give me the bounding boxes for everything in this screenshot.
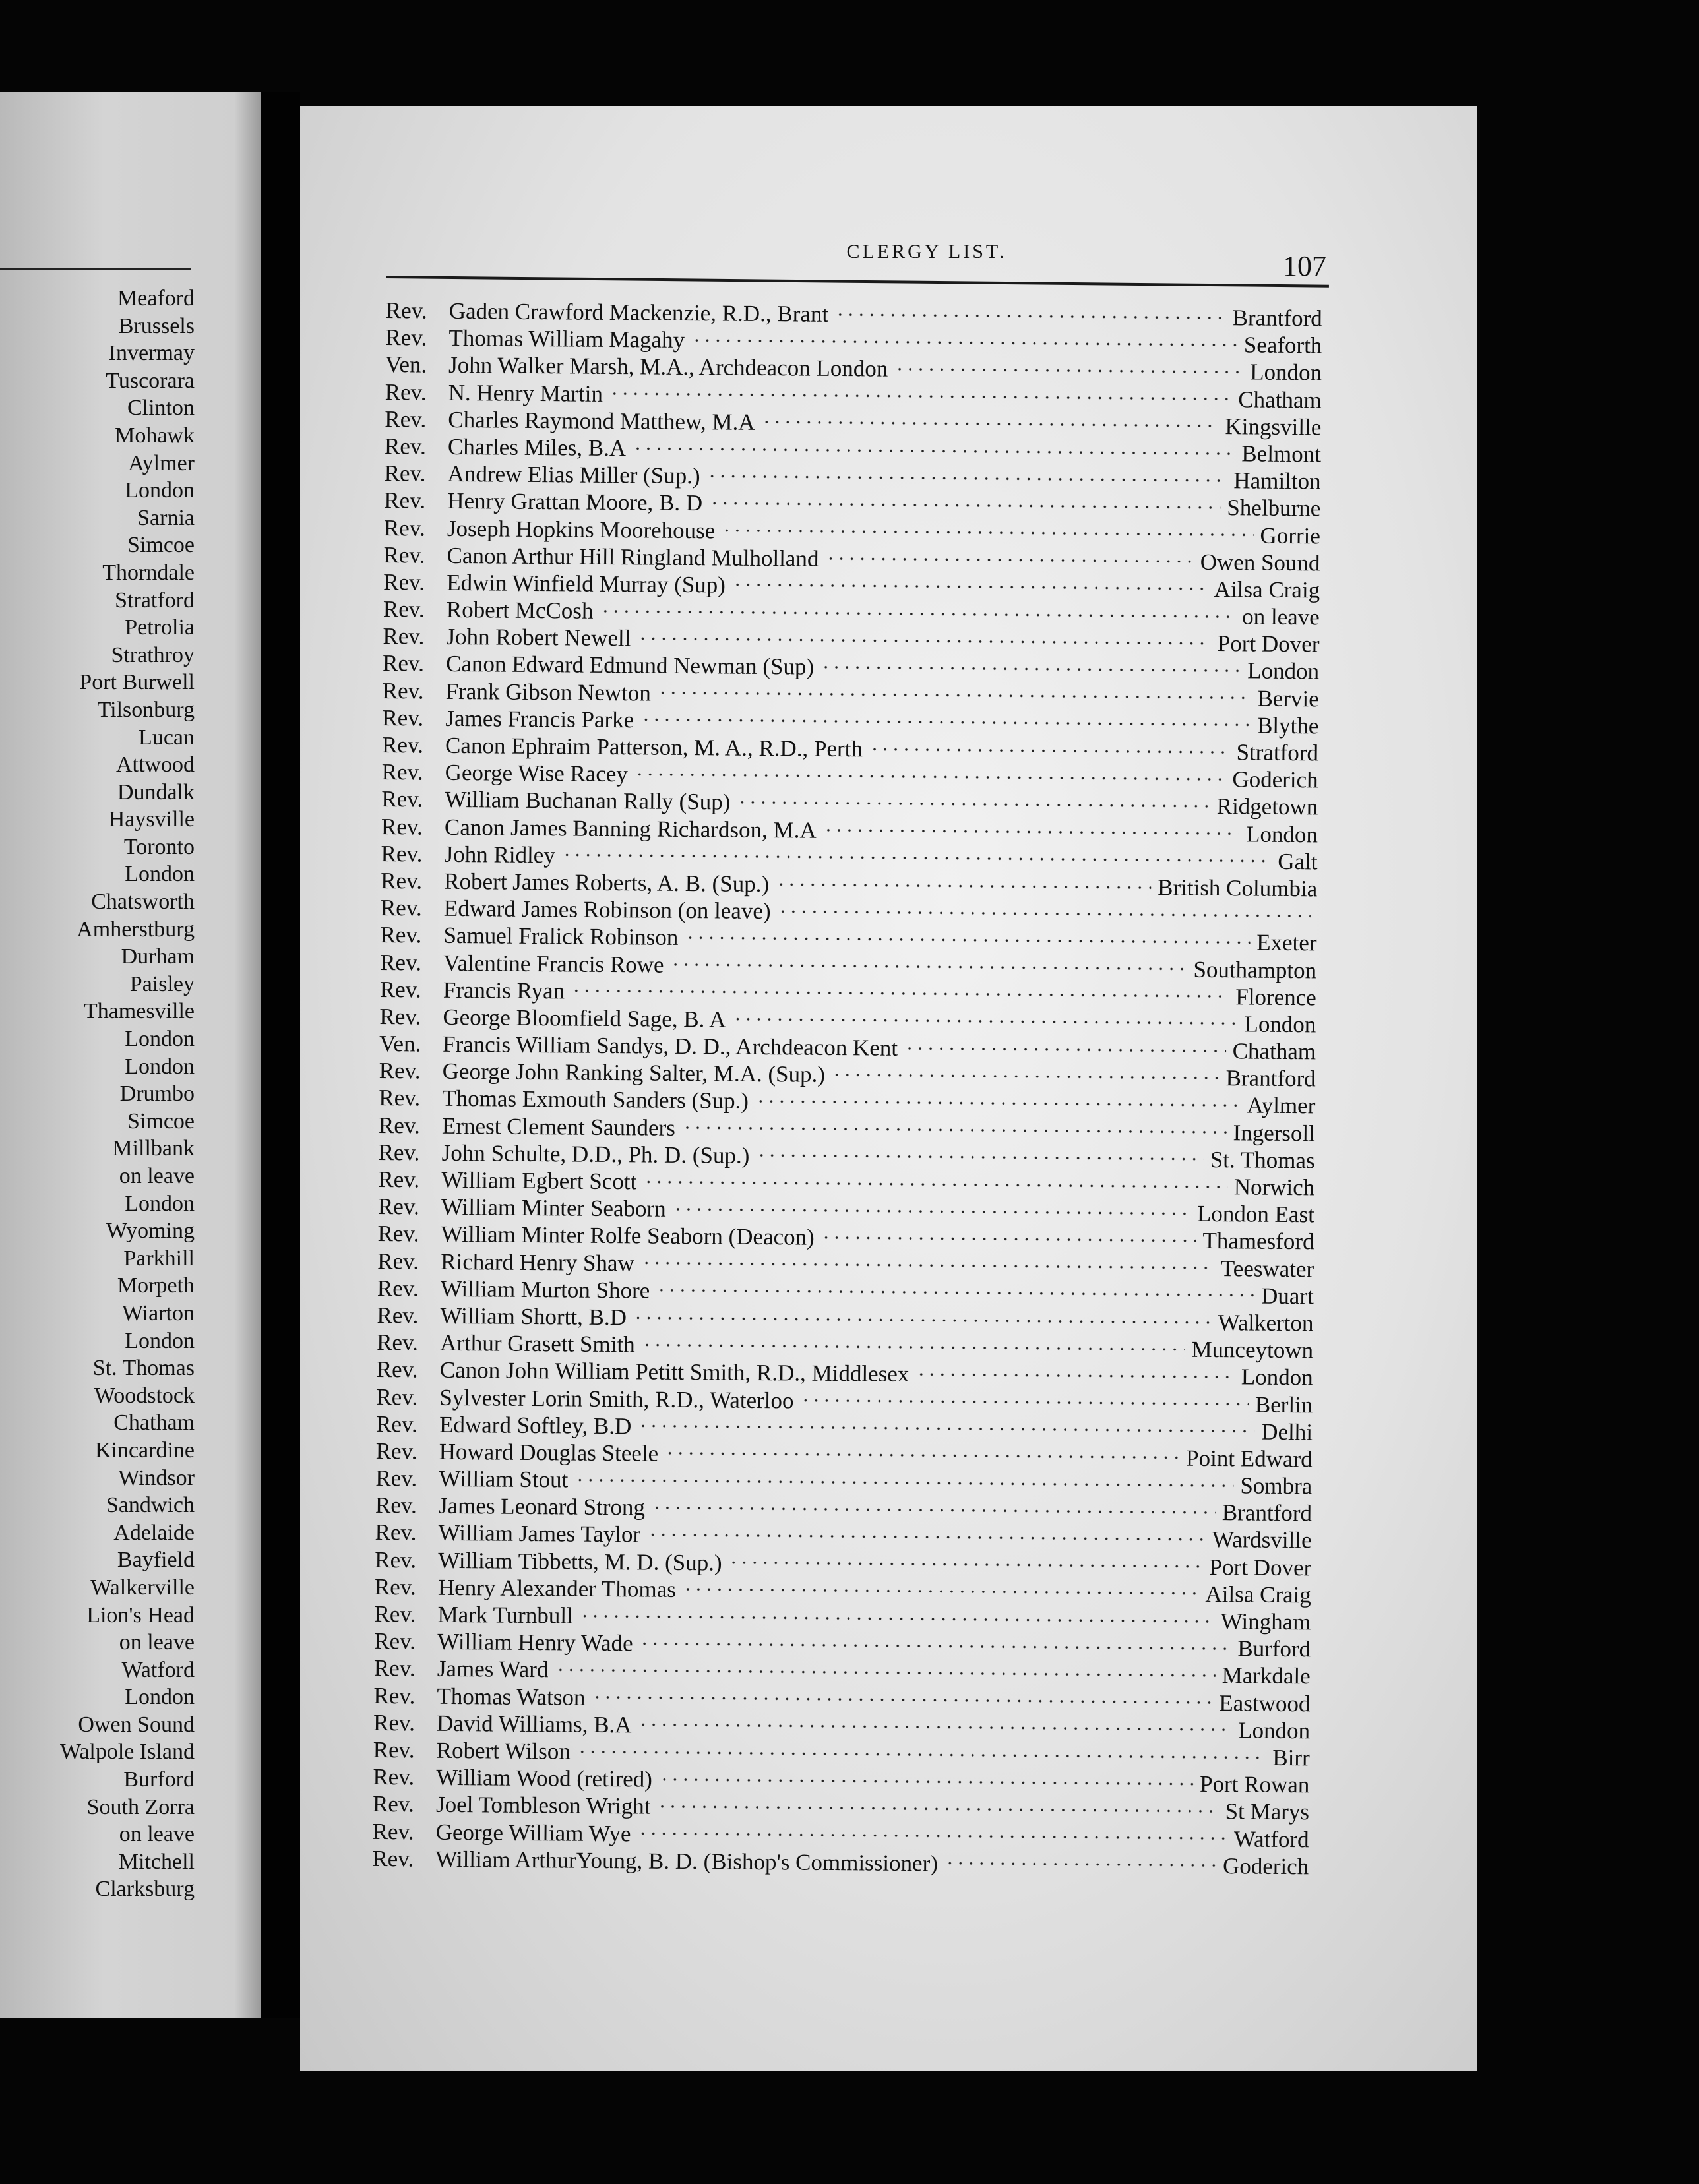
clergy-name: Joel Tombleson Wright xyxy=(435,1792,651,1819)
clergy-name: Gaden Crawford Mackenzie, R.D., Brant xyxy=(448,297,829,327)
left-place-item: Woodstock xyxy=(94,1383,195,1408)
clergy-place: Aylmer xyxy=(1247,1092,1316,1119)
left-place-item: Durham xyxy=(121,944,195,969)
clergy-title: Rev. xyxy=(375,1465,417,1492)
left-place-item: Paisley xyxy=(129,971,195,996)
dot-leader xyxy=(652,1505,1216,1515)
clergy-place: Blythe xyxy=(1256,712,1319,739)
clergy-title: Rev. xyxy=(382,677,424,704)
clergy-name: Robert James Roberts, A. B. (Sup.) xyxy=(444,868,770,897)
clergy-place: St Marys xyxy=(1225,1798,1310,1825)
clergy-name: David Williams, B.A xyxy=(436,1710,632,1738)
clergy-title: Rev. xyxy=(384,460,426,487)
dot-leader xyxy=(580,1613,1214,1623)
clergy-place: Markdale xyxy=(1221,1662,1311,1689)
clergy-name: James Ward xyxy=(437,1656,549,1683)
clergy-name: George Bloomfield Sage, B. A xyxy=(443,1004,726,1033)
dot-leader xyxy=(658,690,1251,701)
dot-leader xyxy=(821,1235,1196,1244)
clergy-place: St. Thomas xyxy=(1210,1146,1315,1174)
clergy-title: Rev. xyxy=(376,1356,418,1383)
clergy-title: Rev. xyxy=(381,731,424,758)
dot-leader xyxy=(665,1451,1179,1461)
dot-leader xyxy=(647,1532,1206,1542)
clergy-title: Rev. xyxy=(381,759,423,785)
dot-leader xyxy=(671,962,1187,972)
clergy-title: Rev. xyxy=(374,1628,416,1654)
dot-leader xyxy=(555,1667,1215,1678)
clergy-place: Wardsville xyxy=(1212,1527,1312,1554)
clergy-title: Rev. xyxy=(372,1791,415,1817)
book-gutter xyxy=(261,92,300,2018)
left-place-item: Millbank xyxy=(112,1136,195,1161)
dot-leader xyxy=(638,1831,1227,1842)
clergy-place: Brantford xyxy=(1232,305,1322,332)
dot-leader xyxy=(825,556,1193,564)
dot-leader xyxy=(682,1125,1227,1135)
clergy-name: William Tibbetts, M. D. (Sup.) xyxy=(438,1547,722,1576)
dot-leader xyxy=(869,746,1230,755)
clergy-place: Teeswater xyxy=(1220,1255,1314,1282)
clergy-title: Rev. xyxy=(381,867,423,894)
left-place-item: Tuscorara xyxy=(106,368,195,393)
clergy-place: Chatham xyxy=(1238,386,1322,413)
dot-leader xyxy=(685,935,1250,945)
clergy-place: London xyxy=(1238,1717,1311,1744)
dot-leader xyxy=(592,1695,1212,1705)
dot-leader xyxy=(944,1861,1216,1869)
clergy-name: James Francis Parke xyxy=(445,705,634,733)
left-place-item: Clarksburg xyxy=(95,1877,195,1902)
clergy-title: Rev. xyxy=(384,487,426,514)
left-place-item: Port Burwell xyxy=(79,670,195,695)
clergy-name: Arthur Grasett Smith xyxy=(439,1329,635,1358)
clergy-title: Rev. xyxy=(374,1573,416,1600)
dot-leader xyxy=(732,1017,1237,1027)
dot-leader xyxy=(915,1372,1235,1380)
dot-leader xyxy=(762,419,1219,429)
clergy-place: Hamilton xyxy=(1233,468,1321,495)
clergy-place: on leave xyxy=(1242,603,1320,630)
clergy-name: Mark Turnbull xyxy=(437,1601,573,1629)
clergy-name: Thomas William Magahy xyxy=(448,325,685,353)
left-place-item: Wiarton xyxy=(121,1300,195,1325)
left-place-item: London xyxy=(125,862,195,887)
clergy-place: London xyxy=(1244,1011,1316,1038)
clergy-place: Burford xyxy=(1237,1635,1311,1662)
clergy-title: Rev. xyxy=(379,976,421,1003)
dot-leader xyxy=(707,473,1227,483)
clergy-title: Rev. xyxy=(383,623,425,650)
dot-leader xyxy=(800,1398,1248,1407)
clergy-place: British Columbia xyxy=(1157,874,1318,902)
clergy-place: Berlin xyxy=(1254,1391,1313,1418)
page-number: 107 xyxy=(1283,250,1326,282)
left-place-item: on leave xyxy=(119,1630,195,1655)
dot-leader xyxy=(778,909,1311,919)
clergy-name: Henry Grattan Moore, B. D xyxy=(447,488,703,516)
dot-leader xyxy=(574,1477,1233,1488)
clergy-name: William Murton Shore xyxy=(440,1275,650,1304)
dot-leader xyxy=(835,312,1226,320)
clergy-place: Exeter xyxy=(1256,929,1317,956)
clergy-place: Norwich xyxy=(1233,1174,1315,1201)
running-head: CLERGY LIST. xyxy=(846,241,1007,262)
left-place-item: Chatham xyxy=(113,1410,195,1436)
clergy-name: Robert Wilson xyxy=(436,1737,571,1765)
left-place-item: Amherstburg xyxy=(77,917,195,942)
dot-leader xyxy=(904,1046,1226,1054)
clergy-title: Rev. xyxy=(375,1492,417,1519)
clergy-title: Rev. xyxy=(373,1736,415,1763)
left-place-item: Invermay xyxy=(108,341,195,366)
dot-leader xyxy=(633,446,1235,456)
left-header-rule xyxy=(0,268,191,270)
left-place-item: Strathroy xyxy=(111,642,195,667)
left-place-item: Simcoe xyxy=(127,1108,195,1134)
clergy-name: Frank Gibson Newton xyxy=(445,678,652,706)
left-page xyxy=(0,92,261,2018)
left-place-item: London xyxy=(125,1054,195,1079)
clergy-name: William Henry Wade xyxy=(437,1628,633,1656)
clergy-title: Rev. xyxy=(384,433,427,460)
clergy-title: Rev. xyxy=(377,1221,419,1247)
clergy-name: William ArthurYoung, B. D. (Bishop's Commissioner) xyxy=(435,1846,939,1877)
dot-leader xyxy=(643,1179,1227,1190)
clergy-place: Ridgetown xyxy=(1216,793,1318,820)
left-place-item: Lion's Head xyxy=(86,1602,195,1627)
clergy-title: Rev. xyxy=(379,1058,421,1084)
clergy-place: Ingersoll xyxy=(1233,1119,1316,1146)
clergy-name: Samuel Fralick Robinson xyxy=(443,923,679,951)
clergy-place: London xyxy=(1245,820,1318,847)
left-place-item: Morpeth xyxy=(117,1273,195,1298)
clergy-title: Rev. xyxy=(379,1003,421,1030)
left-place-item: Aylmer xyxy=(128,450,195,475)
clergy-name: Joseph Hopkins Moorehouse xyxy=(447,515,716,543)
clergy-place: Birr xyxy=(1272,1744,1310,1771)
dot-leader xyxy=(729,1560,1203,1569)
left-place-item: Owen Sound xyxy=(78,1712,195,1737)
dot-leader xyxy=(722,528,1253,538)
clergy-place: Goderich xyxy=(1222,1852,1309,1879)
clergy-title: Rev. xyxy=(385,297,427,324)
left-place-item: Mohawk xyxy=(115,423,195,448)
clergy-place: Point Edward xyxy=(1185,1445,1313,1472)
left-place-item: Bayfield xyxy=(117,1548,195,1573)
clergy-name: Sylvester Lorin Smith, R.D., Waterloo xyxy=(439,1384,794,1413)
clergy-place: Delhi xyxy=(1261,1418,1313,1445)
clergy-name: John Walker Marsh, M.A., Archdeacon London xyxy=(448,352,888,382)
clergy-title: Rev. xyxy=(381,813,423,840)
clergy-place: Seaforth xyxy=(1243,332,1322,359)
clergy-name: William James Taylor xyxy=(438,1520,641,1548)
clergy-place: Wingham xyxy=(1220,1608,1311,1635)
left-place-item: Dundalk xyxy=(117,779,195,804)
dot-leader xyxy=(638,1722,1232,1733)
clergy-title: Rev. xyxy=(372,1845,414,1872)
clergy-name: N. Henry Martin xyxy=(448,379,603,407)
dot-leader xyxy=(641,1261,1214,1271)
clergy-name: William Minter Seaborn xyxy=(441,1194,666,1222)
clergy-name: Valentine Francis Rowe xyxy=(443,950,664,978)
clergy-name: Howard Douglas Steele xyxy=(439,1438,659,1467)
clergy-place: Chatham xyxy=(1232,1038,1316,1065)
clergy-name: Richard Henry Shaw xyxy=(441,1248,634,1276)
clergy-name: Ernest Clement Saunders xyxy=(441,1112,676,1141)
left-place-item: Kincardine xyxy=(94,1438,195,1463)
dot-leader xyxy=(820,665,1241,674)
clergy-title: Rev. xyxy=(385,324,427,351)
clergy-name: George John Ranking Salter, M.A. (Sup.) xyxy=(442,1058,826,1088)
clergy-title: Rev. xyxy=(378,1139,420,1166)
clergy-name: Andrew Elias Miller (Sup.) xyxy=(447,460,700,489)
left-place-item: Chatsworth xyxy=(91,890,195,915)
clergy-title: Rev. xyxy=(372,1818,414,1844)
clergy-place: Duart xyxy=(1260,1283,1314,1310)
clergy-place: Florence xyxy=(1235,983,1316,1011)
clergy-title: Rev. xyxy=(376,1329,419,1356)
dot-leader xyxy=(562,853,1272,864)
left-place-item: Brussels xyxy=(118,313,195,338)
dot-leader xyxy=(642,1342,1185,1352)
dot-leader xyxy=(600,609,1235,619)
left-place-item: Wyoming xyxy=(106,1219,195,1244)
left-place-item: London xyxy=(125,478,195,503)
clergy-title: Rev. xyxy=(378,1112,421,1139)
left-place-item: London xyxy=(125,1328,195,1353)
clergy-name: James Leonard Strong xyxy=(438,1493,646,1521)
dot-leader xyxy=(755,1099,1241,1108)
dot-leader xyxy=(823,828,1239,837)
left-place-item: Thamesville xyxy=(83,999,195,1024)
clergy-title: Rev. xyxy=(380,895,422,921)
header-rule xyxy=(386,276,1329,288)
clergy-name: George Wise Racey xyxy=(445,759,629,787)
clergy-title: Rev. xyxy=(380,949,422,976)
clergy-name: John Schulte, D.D., Ph. D. (Sup.) xyxy=(441,1139,750,1168)
clergy-place: Southampton xyxy=(1193,956,1317,983)
clergy-name: Canon Edward Edmund Newman (Sup) xyxy=(445,651,815,681)
clergy-name: William Buchanan Rally (Sup) xyxy=(445,787,731,815)
left-place-item: St. Thomas xyxy=(92,1356,195,1381)
clergy-title: Rev. xyxy=(375,1410,418,1438)
left-place-item: Mitchell xyxy=(118,1849,195,1874)
clergy-place: Ailsa Craig xyxy=(1214,576,1320,603)
dot-leader xyxy=(637,636,1211,646)
clergy-place: Port Dover xyxy=(1217,630,1320,657)
dot-leader xyxy=(657,1804,1218,1814)
clergy-title: Rev. xyxy=(377,1275,419,1302)
dot-leader xyxy=(571,988,1229,1000)
left-place-item: Windsor xyxy=(118,1465,195,1490)
left-place-item: Drumbo xyxy=(119,1081,195,1107)
clergy-name: Edward James Robinson (on leave) xyxy=(443,895,771,925)
clergy-title: Rev. xyxy=(373,1655,416,1682)
left-place-list xyxy=(0,285,195,1903)
clergy-title: Rev. xyxy=(385,379,427,406)
clergy-place: Port Dover xyxy=(1209,1554,1312,1581)
clergy-place: Munceytown xyxy=(1191,1336,1314,1364)
left-place-item: Haysville xyxy=(108,807,195,832)
clergy-name: John Robert Newell xyxy=(446,624,631,652)
left-place-item: Sarnia xyxy=(137,505,195,530)
clergy-name: William Minter Rolfe Seaborn (Deacon) xyxy=(441,1221,815,1251)
clergy-title: Rev. xyxy=(381,840,423,867)
dot-leader xyxy=(709,501,1220,510)
clergy-title: Rev. xyxy=(377,1302,419,1329)
clergy-list xyxy=(372,297,1322,1880)
clergy-name: Edward Softley, B.D xyxy=(439,1411,632,1440)
clergy-place: Owen Sound xyxy=(1200,549,1320,576)
left-place-item: Attwood xyxy=(116,752,195,777)
clergy-title: Rev. xyxy=(375,1546,417,1573)
clergy-title: Ven. xyxy=(379,1031,421,1057)
dot-leader xyxy=(656,1288,1254,1298)
clergy-name: Thomas Watson xyxy=(437,1683,586,1711)
clergy-name: John Ridley xyxy=(444,841,555,868)
clergy-place: Walkerton xyxy=(1218,1310,1314,1337)
left-place-item: on leave xyxy=(119,1164,195,1188)
clergy-place: Kingsville xyxy=(1225,413,1322,440)
dot-leader xyxy=(832,1072,1220,1081)
clergy-name: Thomas Exmouth Sanders (Sup.) xyxy=(442,1085,749,1114)
dot-leader xyxy=(683,1587,1199,1596)
clergy-place: Belmont xyxy=(1241,440,1322,468)
clergy-title: Rev. xyxy=(373,1709,416,1736)
clergy-name: William Egbert Scott xyxy=(441,1167,637,1195)
clergy-place: London xyxy=(1247,657,1320,684)
clergy-place: Brantford xyxy=(1221,1500,1313,1527)
clergy-title: Rev. xyxy=(383,596,425,622)
clergy-place: London East xyxy=(1196,1200,1315,1228)
clergy-title: Rev. xyxy=(379,1085,421,1111)
left-place-item: on leave xyxy=(119,1822,195,1847)
clergy-title: Rev. xyxy=(376,1383,418,1410)
left-place-item: Watford xyxy=(121,1657,195,1682)
clergy-place: Gorrie xyxy=(1260,522,1321,549)
clergy-place: Stratford xyxy=(1236,739,1319,766)
dot-leader xyxy=(634,772,1226,782)
dot-leader xyxy=(640,1641,1231,1651)
clergy-name: Canon Arthur Hill Ringland Mulholland xyxy=(447,542,819,572)
clergy-title: Rev. xyxy=(373,1682,416,1709)
dot-leader xyxy=(659,1776,1193,1786)
clergy-title: Rev. xyxy=(377,1248,419,1275)
clergy-name: Charles Miles, B.A xyxy=(447,433,627,462)
left-place-item: Stratford xyxy=(115,588,195,613)
left-place-item: Meaford xyxy=(117,286,195,311)
clergy-place: Goderich xyxy=(1232,766,1318,793)
clergy-place: Sombra xyxy=(1240,1472,1313,1500)
clergy-name: Charles Raymond Matthew, M.A xyxy=(448,406,755,435)
clergy-name: Canon James Banning Richardson, M.A xyxy=(444,814,817,843)
clergy-place: Bervie xyxy=(1257,685,1319,712)
clergy-name: William Stout xyxy=(439,1465,569,1493)
clergy-title: Rev. xyxy=(374,1600,416,1627)
clergy-place: London xyxy=(1241,1364,1313,1391)
clergy-title: Rev. xyxy=(382,650,425,677)
clergy-name: Canon John William Petitt Smith, R.D., Middlesex xyxy=(439,1357,910,1387)
clergy-name: Francis William Sandys, D. D., Archdeacon Kent xyxy=(442,1031,898,1061)
dot-leader xyxy=(732,582,1208,592)
dot-leader xyxy=(894,367,1243,375)
dot-leader xyxy=(737,800,1210,809)
clergy-place: Ailsa Craig xyxy=(1205,1581,1312,1608)
clergy-name: Francis Ryan xyxy=(443,977,565,1004)
left-place-item: London xyxy=(125,1685,195,1710)
clergy-name: William Wood (retired) xyxy=(436,1764,653,1792)
dot-leader xyxy=(756,1153,1204,1162)
dot-leader xyxy=(673,1207,1190,1217)
dot-leader xyxy=(633,1315,1212,1325)
left-place-item: Parkhill xyxy=(123,1246,195,1271)
dot-leader xyxy=(691,338,1237,348)
left-place-item: South Zorra xyxy=(86,1794,195,1819)
clergy-name: Canon Ephraim Patterson, M. A., R.D., Perth xyxy=(445,732,863,762)
dot-leader xyxy=(776,882,1151,890)
clergy-title: Rev. xyxy=(378,1166,420,1193)
left-place-item: Petrolia xyxy=(125,615,195,640)
clergy-title: Rev. xyxy=(383,541,425,568)
left-place-item: London xyxy=(125,1027,195,1052)
dot-leader xyxy=(640,717,1251,728)
clergy-title: Rev. xyxy=(377,1194,419,1220)
clergy-place: London xyxy=(1249,359,1322,386)
left-place-item: Toronto xyxy=(123,834,195,859)
clergy-title: Rev. xyxy=(383,568,425,595)
left-place-item: Burford xyxy=(123,1767,195,1792)
dot-leader xyxy=(577,1749,1266,1760)
left-place-item: Walpole Island xyxy=(59,1740,195,1765)
left-place-item: Lucan xyxy=(139,725,195,750)
right-page xyxy=(300,106,1477,2071)
left-place-item: Adelaide xyxy=(113,1520,195,1545)
left-place-item: Tilsonburg xyxy=(97,697,195,722)
clergy-place: Shelburne xyxy=(1227,495,1321,522)
clergy-title: Rev. xyxy=(385,406,427,433)
left-place-item: Simcoe xyxy=(127,533,195,558)
left-place-item: Walkerville xyxy=(90,1575,195,1600)
left-place-item: Sandwich xyxy=(106,1493,195,1518)
left-place-item: London xyxy=(125,1191,195,1216)
clergy-name: William Shortt, B.D xyxy=(440,1302,627,1331)
clergy-title: Rev. xyxy=(375,1519,417,1546)
left-place-item: Clinton xyxy=(127,396,195,421)
dot-leader xyxy=(609,391,1231,402)
clergy-title: Ven. xyxy=(385,351,427,378)
clergy-place: Brantford xyxy=(1225,1065,1316,1092)
clergy-place: Eastwood xyxy=(1219,1689,1311,1716)
clergy-title: Rev. xyxy=(382,704,424,731)
clergy-place: Thamesford xyxy=(1202,1228,1314,1255)
left-place-item: Thorndale xyxy=(102,560,195,585)
clergy-title: Rev. xyxy=(383,514,425,541)
clergy-place: Watford xyxy=(1233,1825,1309,1852)
clergy-title: Rev. xyxy=(373,1764,415,1790)
clergy-name: Edwin Winfield Murray (Sup) xyxy=(447,569,726,598)
clergy-name: George William Wye xyxy=(435,1819,631,1846)
clergy-name: Henry Alexander Thomas xyxy=(437,1574,677,1602)
clergy-title: Rev. xyxy=(381,786,423,812)
clergy-place: Galt xyxy=(1278,848,1318,875)
clergy-title: Rev. xyxy=(375,1438,417,1465)
dot-leader xyxy=(638,1424,1254,1434)
clergy-place: Port Rowan xyxy=(1199,1771,1310,1798)
clergy-title: Rev. xyxy=(380,922,422,948)
clergy-name: Robert McCosh xyxy=(446,596,594,624)
